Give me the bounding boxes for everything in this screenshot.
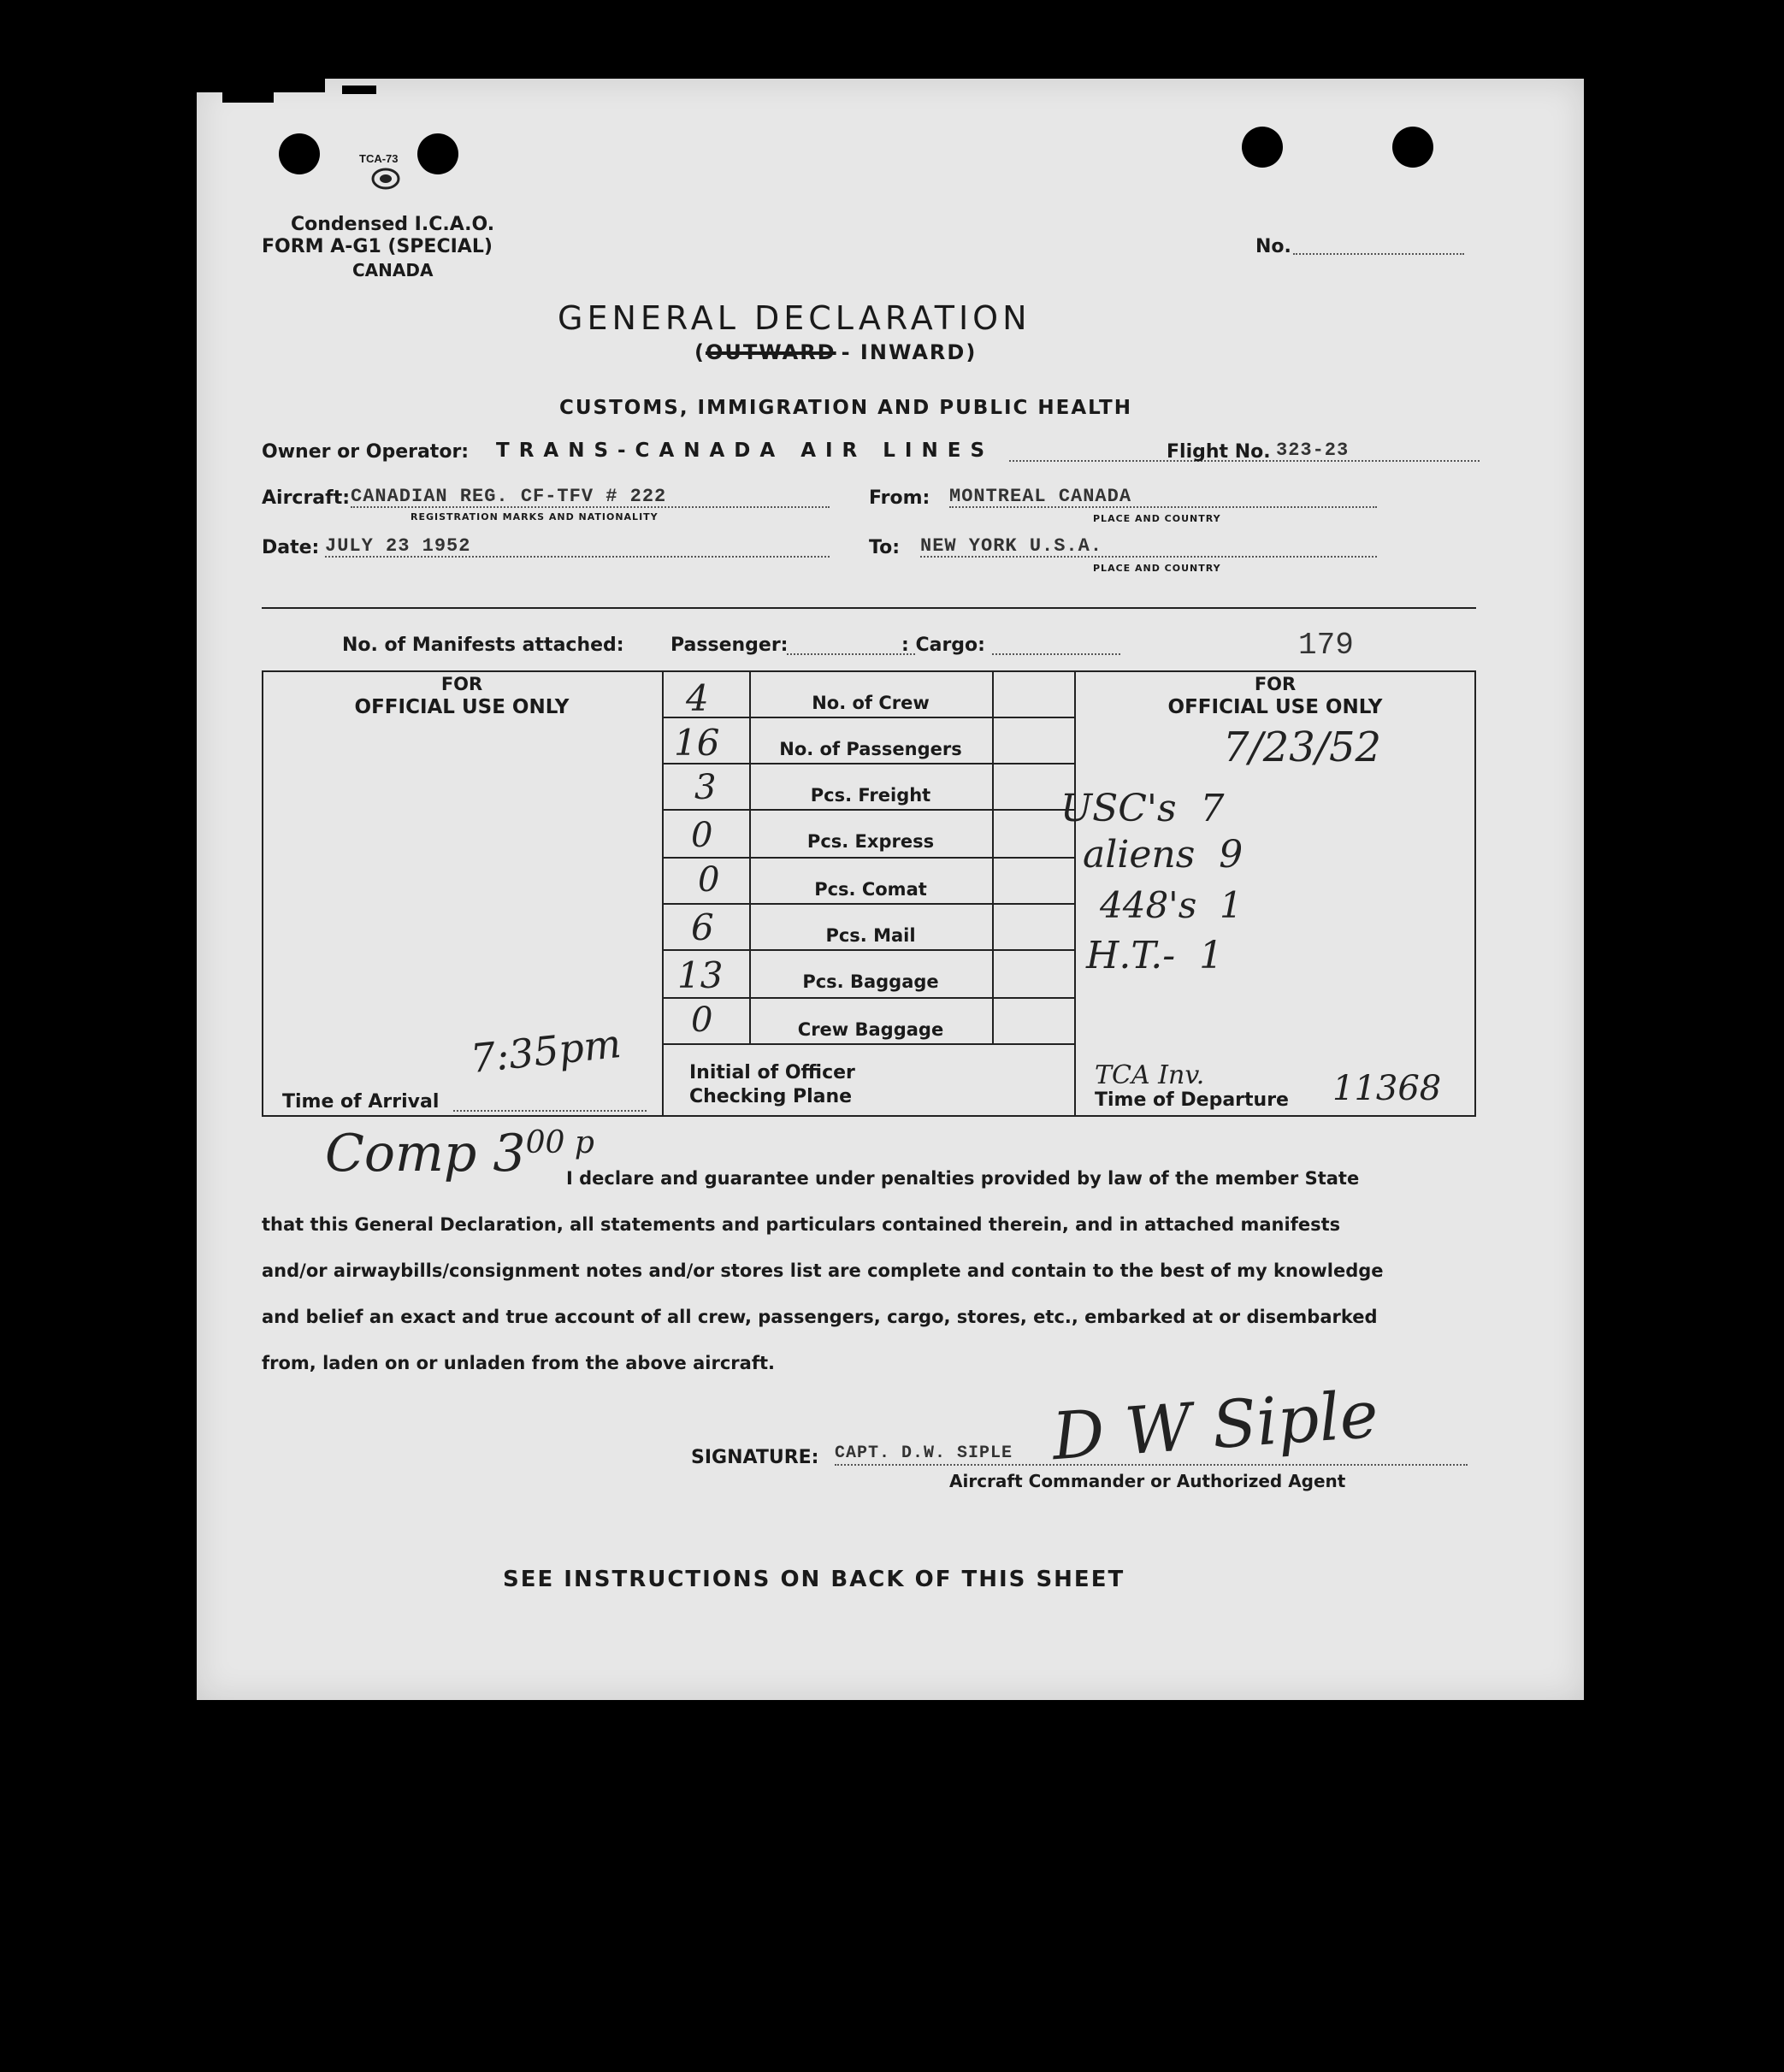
mail-count: 6 <box>691 906 714 948</box>
row-label-crew-baggage: Crew Baggage <box>797 1019 944 1040</box>
from-line <box>949 506 1377 508</box>
row-rule <box>662 903 1076 905</box>
comp-note <box>325 1124 594 1184</box>
inward-label: - INWARD) <box>841 340 978 364</box>
paren-open: ( <box>694 340 706 364</box>
handwritten-signature: D W Siple <box>1049 1375 1381 1475</box>
no-label: No. <box>1255 236 1291 257</box>
right-official-header-1: FOR <box>1254 674 1297 694</box>
aircraft-value: CANADIAN REG. CF-TFV # 222 <box>351 486 667 507</box>
footer-instructions: SEE INSTRUCTIONS ON BACK OF THIS SHEET <box>503 1567 1125 1592</box>
row-rule <box>662 1043 1076 1045</box>
signature-caption: Aircraft Commander or Authorized Agent <box>949 1471 1346 1491</box>
signature-label: SIGNATURE: <box>691 1447 819 1468</box>
row-label-passengers: No. of Passengers <box>779 739 962 759</box>
torn-edge <box>342 86 376 94</box>
official-note-448: 448's 1 <box>1100 884 1243 926</box>
initial-label-1: Initial of Officer <box>689 1062 855 1083</box>
cargo-manifest-label: : Cargo: <box>901 635 985 656</box>
row-rule <box>662 809 1076 811</box>
manifests-label: No. of Manifests attached: <box>342 635 624 656</box>
declaration-line-2: that this General Declaration, all statements and particulars contained therein, and in attached manifests <box>262 1214 1341 1235</box>
to-caption: PLACE AND COUNTRY <box>1093 563 1221 574</box>
official-note-usc: USC's 7 <box>1060 787 1225 830</box>
signature-typed-name: CAPT. D.W. SIPLE <box>835 1443 1013 1463</box>
title-direction <box>694 340 977 364</box>
official-note-ht: H.T.- 1 <box>1086 934 1224 977</box>
flight-value: 323-23 <box>1276 440 1350 461</box>
freight-count: 3 <box>694 768 717 807</box>
aircraft-caption: REGISTRATION MARKS AND NATIONALITY <box>411 511 659 522</box>
arrival-label: Time of Arrival <box>282 1091 440 1113</box>
punch-hole <box>1242 127 1283 168</box>
departure-value: 11368 <box>1332 1069 1442 1108</box>
to-label: To: <box>869 537 900 558</box>
passenger-count: 16 <box>674 722 720 764</box>
declaration-line-3: and/or airwaybills/consignment notes and/or stores list are complete and contain to the best of my knowledge <box>262 1260 1384 1281</box>
arrival-line <box>453 1110 647 1112</box>
express-count: 0 <box>691 816 713 855</box>
torn-edge <box>222 91 274 103</box>
crew-count: 4 <box>686 677 709 719</box>
from-label: From: <box>869 487 930 509</box>
baggage-count: 13 <box>677 954 724 996</box>
from-value: MONTREAL CANADA <box>949 486 1132 507</box>
official-date-note: 7/23/52 <box>1223 723 1382 771</box>
crew-baggage-count: 0 <box>691 1001 713 1040</box>
passenger-manifest-label: Passenger: <box>670 635 789 656</box>
comp-note-main: Comp 3 <box>325 1124 526 1184</box>
row-rule <box>662 857 1076 859</box>
right-official-header-2: OFFICIAL USE ONLY <box>1167 696 1383 718</box>
seal-text: TCA-73 <box>359 152 399 165</box>
left-official-header-2: OFFICIAL USE ONLY <box>354 696 570 718</box>
flight-label: Flight No. <box>1167 441 1271 463</box>
page-title: GENERAL DECLARATION <box>558 299 1031 337</box>
comat-count: 0 <box>698 860 720 900</box>
official-note-aliens: aliens 9 <box>1083 833 1243 877</box>
form-line-2: FORM A-G1 (SPECIAL) <box>262 236 493 257</box>
declaration-line-1: I declare and guarantee under penalties provided by law of the member State <box>566 1168 1360 1189</box>
table-divider <box>662 670 664 1117</box>
punch-hole <box>417 133 458 174</box>
date-line <box>325 556 830 558</box>
date-label: Date: <box>262 537 320 558</box>
outward-struck: OUTWARD <box>705 340 836 364</box>
passenger-manifest-line <box>787 653 915 655</box>
owner-value: TRANS-CANADA AIR LINES <box>496 440 995 462</box>
table-divider <box>1074 670 1076 1117</box>
declaration-line-5: from, laden on or unladen from the above aircraft. <box>262 1353 775 1373</box>
aircraft-label: Aircraft: <box>262 487 351 509</box>
departure-label: Time of Departure <box>1095 1089 1289 1111</box>
date-value: JULY 23 1952 <box>325 535 471 557</box>
owner-label: Owner or Operator: <box>262 441 470 463</box>
row-label-comat: Pcs. Comat <box>814 879 927 900</box>
form-line-1: Condensed I.C.A.O. <box>291 214 495 235</box>
punch-hole <box>279 133 320 174</box>
to-value: NEW YORK U.S.A. <box>920 535 1103 557</box>
page-subtitle: CUSTOMS, IMMIGRATION AND PUBLIC HEALTH <box>559 397 1132 419</box>
stamp-number: 179 <box>1298 628 1354 663</box>
from-caption: PLACE AND COUNTRY <box>1093 513 1221 524</box>
initial-label-2: Checking Plane <box>689 1086 853 1107</box>
left-official-header-1: FOR <box>440 674 483 694</box>
declaration-line-4: and belief an exact and true account of all crew, passengers, cargo, stores, etc., embarked at or disembarked <box>262 1307 1378 1327</box>
no-line <box>1293 253 1464 255</box>
comp-note-sup: 00 p <box>525 1125 594 1160</box>
row-label-crew: No. of Crew <box>812 693 930 713</box>
to-line <box>920 556 1377 558</box>
form-sheet <box>197 79 1584 1700</box>
row-label-freight: Pcs. Freight <box>810 785 931 806</box>
row-rule <box>662 717 1076 718</box>
form-line-3: CANADA <box>352 260 434 280</box>
row-label-express: Pcs. Express <box>806 831 935 852</box>
row-label-baggage: Pcs. Baggage <box>802 971 939 992</box>
departure-note: TCA Inv. <box>1095 1060 1205 1090</box>
row-rule <box>662 763 1076 764</box>
arrival-time: 7:35pm <box>468 1019 623 1083</box>
punch-hole <box>1392 127 1433 168</box>
cargo-manifest-line <box>992 653 1120 655</box>
separator-rule <box>262 607 1476 609</box>
aircraft-line <box>351 506 830 508</box>
row-rule <box>662 997 1076 999</box>
row-label-mail: Pcs. Mail <box>825 925 916 946</box>
tca-seal-icon <box>371 168 400 190</box>
flight-line <box>1276 460 1480 462</box>
row-rule <box>662 949 1076 951</box>
